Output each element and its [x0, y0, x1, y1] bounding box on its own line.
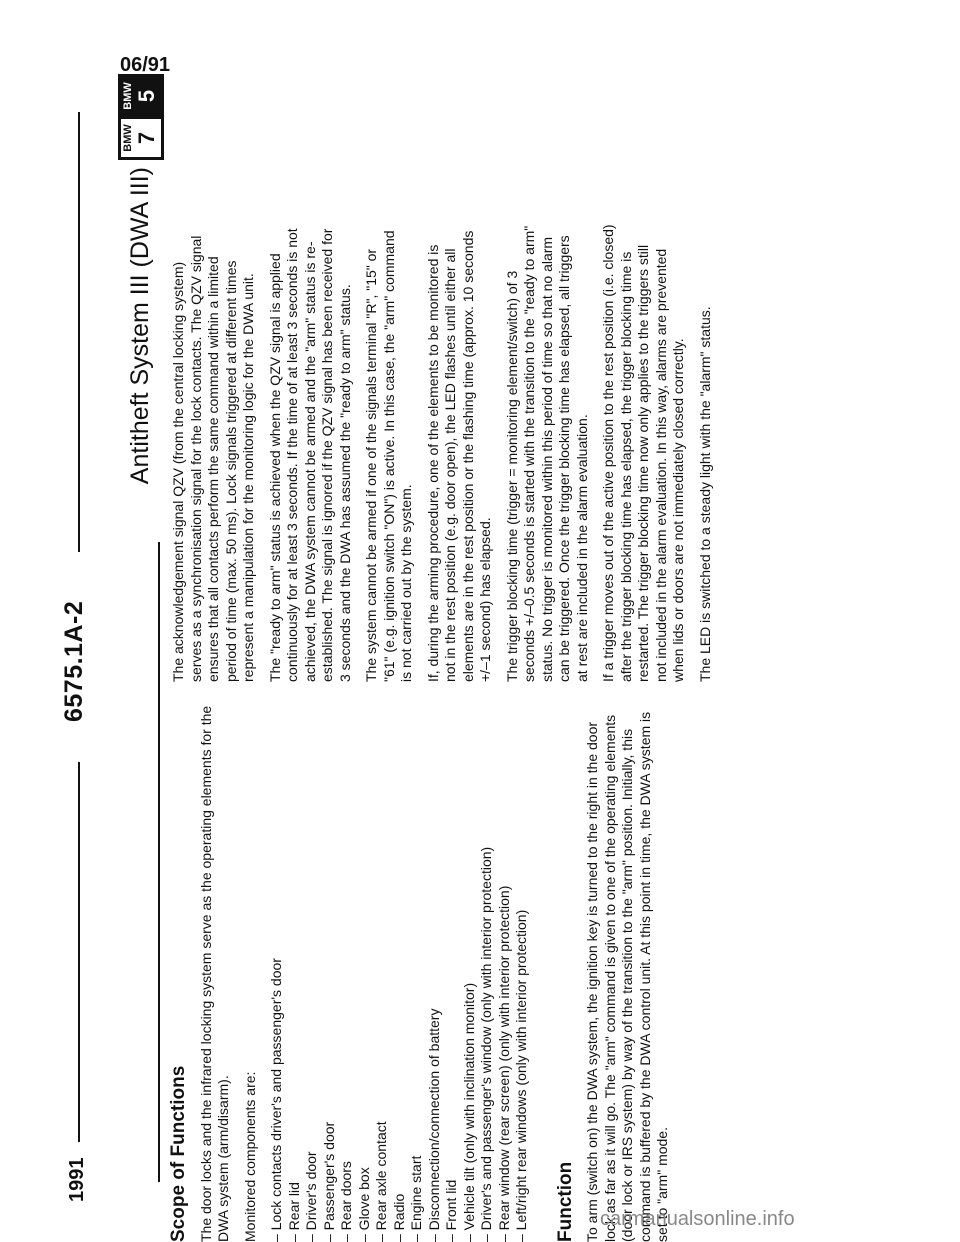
function-heading: Function — [554, 1161, 576, 1242]
paragraph-led-flashing: If, during the arming procedure, one of the elements to be monitored is not in the rest position (e.g. door open), the LED flashes until either all elements are in the rest position or the flashing time (approx. 10 seconds +/–1 second) has elapsed. — [424, 230, 493, 682]
function-section — [554, 702, 672, 1242]
header-date: 06/91 — [120, 54, 171, 76]
function-paragraph: To arm (switch on) the DWA system, the ignition key is turned to the right in the door lock as far as it will go. The "arm" command is given to one of the operating elements (door lock or IRS system) by way of the transition to the "arm" position. Initially, this command is buffered by the DWA control unit. At this point in time, the DWA system is set to "arm" mode. — [584, 711, 670, 1242]
list-item: – Driver's and passenger's window (only with interior protection) — [478, 846, 494, 1242]
list-item: – Glove box — [355, 1167, 372, 1242]
list-item: – Passenger's door — [320, 1121, 337, 1242]
list-item: – Lock contacts driver's and passenger's door — [268, 958, 284, 1242]
header-rule-right — [78, 112, 80, 552]
component-list — [268, 702, 531, 1242]
list-item: – Front lid — [443, 1179, 459, 1242]
list-item: – Disconnection/connection of battery — [425, 1008, 442, 1242]
list-item: – Rear axle contact — [373, 1121, 389, 1242]
list-item: – Rear lid — [285, 1182, 302, 1242]
paragraph-trigger-restart: If a trigger moves out of the active position to the rest position (i.e. closed) after the trigger blocking time has elapsed, the trigger blocking time is restarted. The trigger blocking time now only applies to the triggers still not included in the alarm evaluation. In this way, alarms are prevented when lids or doors are not immediately closed correctly. — [600, 224, 686, 682]
list-item: – Rear window (rear screen) (only with interior protection) — [495, 885, 512, 1242]
title-rule — [158, 542, 160, 1182]
bmw-5-logo: BMW 5 — [118, 74, 164, 118]
list-item: – Radio — [390, 1193, 407, 1242]
paragraph-qzv: The acknowledgement signal QZV (from the central locking system) serves as a synchronisation signal for the lock contacts. The QZV signal ensures that all contacts perform the same command within a limited period of time (max. 50 ms). Lock signals triggered at different times represent a manipulation for the monitoring logic for the DWA unit. — [170, 235, 256, 682]
header-year: 1991 — [66, 1157, 88, 1202]
left-column — [170, 702, 681, 1242]
header-rule-left — [78, 762, 80, 1142]
monitored-label: Monitored components are: — [241, 1071, 258, 1242]
scope-heading: Scope of Functions — [168, 1065, 189, 1242]
right-column — [170, 222, 723, 682]
paragraph-ready-to-arm: The "ready to arm" status is achieved when the QZV signal is applied continuously for at least 3 seconds. If the time of at least 3 seconds is not achieved, the DWA system cannot be armed and the "arm" status is re-established. The signal is ignored if the QZV signal has been received for 3 seconds and the DWA has assumed the "ready to arm" status. — [266, 228, 353, 682]
list-item: – Driver's door — [303, 1151, 319, 1242]
footer-watermark: carmanualsonline.info — [600, 1208, 795, 1230]
page-title: Antitheft System III (DWA III) — [126, 167, 154, 485]
list-item: – Vehicle tilt (only with inclination monitor) — [460, 982, 477, 1242]
list-item: – Engine start — [408, 1155, 424, 1242]
list-item: – Rear doors — [338, 1161, 354, 1242]
scope-intro: The door locks and the infrared locking system serve as the operating elements for the DWA system (arm/disarm). — [197, 705, 231, 1242]
header-doc-code: 6575.1A-2 — [60, 600, 88, 722]
bmw-7-logo: BMW 7 — [118, 116, 164, 160]
list-item: – Left/right rear windows (only with interior protection) — [513, 909, 529, 1242]
paragraph-led-steady: The LED is switched to a steady light with the "alarm" status. — [696, 306, 713, 682]
page-header — [56, 0, 116, 1242]
paragraph-cannot-arm: The system cannot be armed if one of the signals terminal "R", "15" or "61" (e.g. ignition switch "ON") is active. In this case, the "arm" command is not carried out by the system. — [363, 230, 414, 682]
paragraph-trigger-blocking: The trigger blocking time (trigger = monitoring element/switch) of 3 seconds +/–0.5 seconds is started with the transition to the "ready to arm" status. No trigger is monitored within this period of time so that no alarm can be triggered. Once the trigger blocking time has elapsed, all triggers at rest are included in the alarm evaluation. — [503, 225, 590, 682]
title-bar — [118, 0, 171, 1242]
